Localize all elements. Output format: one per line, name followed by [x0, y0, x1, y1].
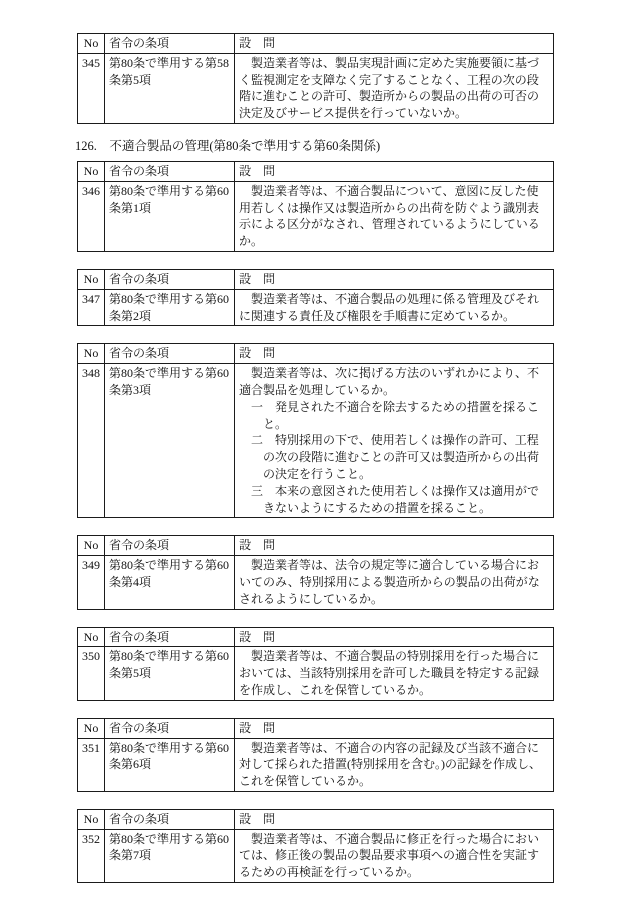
question-text: 製造業者等は、不適合製品に修正を行った場合においては、修正後の製品の製品要求事項への適合性を実証するための再検証を行っているか。	[239, 831, 540, 880]
checklist-table-348	[77, 343, 554, 518]
table-row	[78, 181, 554, 251]
entry-no: 349	[78, 556, 105, 609]
col-header-question: 設 問	[235, 269, 554, 289]
entry-question	[235, 289, 554, 326]
entry-article: 第80条で準用する第60条第6項	[105, 738, 235, 791]
table-row	[78, 738, 554, 791]
entry-question	[235, 829, 554, 882]
col-header-question: 設 問	[235, 718, 554, 738]
table-row	[78, 289, 554, 326]
col-header-no: No	[78, 34, 105, 54]
table-header-row	[78, 718, 554, 738]
col-header-no: No	[78, 269, 105, 289]
col-header-no: No	[78, 344, 105, 364]
col-header-question: 設 問	[235, 344, 554, 364]
col-header-no: No	[78, 161, 105, 181]
question-text: 製造業者等は、不適合製品の特別採用を行った場合においては、当該特別採用を許可した職員を特定する記録を作成し、これを保管しているか。	[239, 649, 540, 697]
col-header-article: 省令の条項	[105, 809, 235, 829]
question-text: 製造業者等は、不適合製品について、意図に反した使用若しくは操作又は製造所からの出荷を防ぐよう識別表示による区分がなされ、管理されているようにしているか。	[239, 183, 540, 249]
entry-article: 第80条で準用する第60条第1項	[105, 181, 235, 251]
entry-no: 345	[78, 53, 105, 123]
question-list-item-3: 三 本来の意図された使用若しくは操作又は適用ができないようにするための措置を採ること。	[251, 483, 540, 515]
col-header-question: 設 問	[235, 627, 554, 647]
checklist-table-350	[77, 627, 554, 701]
col-header-article: 省令の条項	[105, 161, 235, 181]
question-text: 製造業者等は、次に掲げる方法のいずれかにより、不適合製品を処理しているか。	[239, 366, 540, 397]
col-header-no: No	[78, 718, 105, 738]
checklist-table-351	[77, 718, 554, 792]
question-list-item-1: 一 発見された不適合を除去するための措置を採ること。	[251, 399, 540, 431]
entry-question	[235, 738, 554, 791]
entry-no: 352	[78, 829, 105, 882]
entry-article: 第80条で準用する第60条第4項	[105, 556, 235, 609]
table-row	[78, 829, 554, 882]
question-text: 製造業者等は、不適合の内容の記録及び当該不適合に対して採られた措置(特別採用を含む。)の記録を作成し、これを保管しているか。	[239, 740, 541, 789]
entry-question	[235, 364, 554, 518]
table-row	[78, 53, 554, 123]
entry-article: 第80条で準用する第60条第2項	[105, 289, 235, 326]
table-header-row	[78, 627, 554, 647]
col-header-question: 設 問	[235, 536, 554, 556]
table-header-row	[78, 809, 554, 829]
entry-question	[235, 53, 554, 123]
col-header-article: 省令の条項	[105, 344, 235, 364]
col-header-question: 設 問	[235, 34, 554, 54]
entry-question	[235, 647, 554, 700]
checklist-table-346	[77, 161, 554, 252]
table-header-row	[78, 34, 554, 54]
table-header-row	[78, 536, 554, 556]
entry-article: 第80条で準用する第60条第5項	[105, 647, 235, 700]
col-header-no: No	[78, 809, 105, 829]
checklist-table-345	[77, 33, 554, 124]
table-row	[78, 556, 554, 609]
table-row	[78, 364, 554, 518]
col-header-article: 省令の条項	[105, 718, 235, 738]
col-header-question: 設 問	[235, 809, 554, 829]
checklist-table-347	[77, 269, 554, 326]
entry-article: 第80条で準用する第60条第3項	[105, 364, 235, 518]
entry-no: 351	[78, 738, 105, 791]
checklist-table-349	[77, 535, 554, 609]
col-header-article: 省令の条項	[105, 627, 235, 647]
question-text: 製造業者等は、製品実現計画に定めた実施要領に基づく監視測定を支障なく完了することなく、工程の次の段階に進むことの許可、製造所からの製品の出荷の可否の決定及びサービス提供を行っていないか。	[239, 55, 540, 121]
entry-no: 348	[78, 364, 105, 518]
checklist-table-352	[77, 809, 554, 883]
section-heading: 126. 不適合製品の管理(第80条で準用する第60条関係)	[75, 138, 381, 153]
col-header-no: No	[78, 536, 105, 556]
entry-article: 第80条で準用する第58条第5項	[105, 53, 235, 123]
question-text: 製造業者等は、法令の規定等に適合している場合においてのみ、特別採用による製造所からの製品の出荷がなされるようにしているか。	[239, 558, 540, 606]
entry-no: 346	[78, 181, 105, 251]
entry-question	[235, 556, 554, 609]
table-header-row	[78, 269, 554, 289]
col-header-no: No	[78, 627, 105, 647]
table-row	[78, 647, 554, 700]
table-header-row	[78, 161, 554, 181]
col-header-article: 省令の条項	[105, 536, 235, 556]
col-header-article: 省令の条項	[105, 269, 235, 289]
entry-no: 350	[78, 647, 105, 700]
entry-article: 第80条で準用する第60条第7項	[105, 829, 235, 882]
col-header-article: 省令の条項	[105, 34, 235, 54]
question-text: 製造業者等は、不適合製品の処理に係る管理及びそれに関連する責任及び権限を手順書に定めているか。	[239, 291, 540, 323]
entry-question	[235, 181, 554, 251]
question-list-item-2: 二 特別採用の下で、使用若しくは操作の許可、工程の次の段階に進むことの許可又は製造所からの出荷の決定を行うこと。	[251, 433, 540, 481]
col-header-question: 設 問	[235, 161, 554, 181]
entry-no: 347	[78, 289, 105, 326]
table-header-row	[78, 344, 554, 364]
